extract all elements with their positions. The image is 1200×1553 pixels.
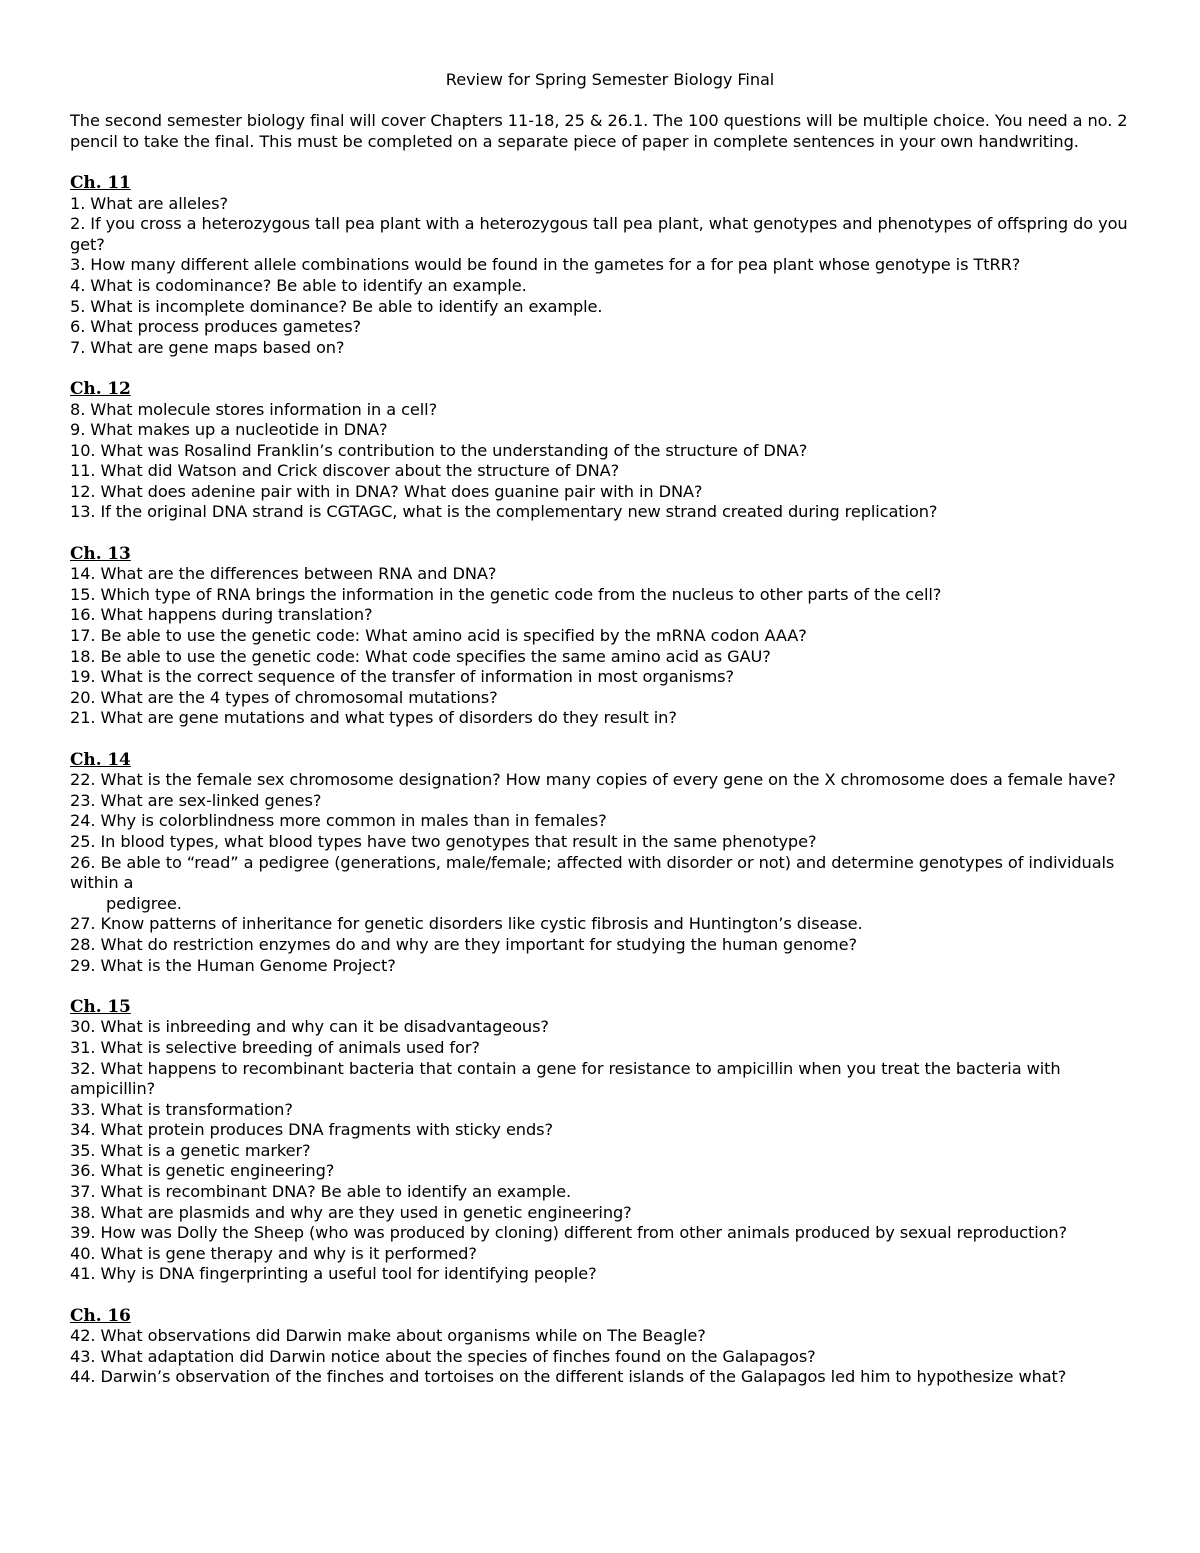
question: 36. What is genetic engineering? (70, 1161, 335, 1181)
question: 27. Know patterns of inheritance for genetic disorders like cystic fibrosis and Huntington’s disease. (70, 914, 863, 934)
question: 3. How many different allele combinations would be found in the gametes for a for pea plant whose genotype is TtRR? (70, 255, 1021, 275)
question: 14. What are the differences between RNA and DNA? (70, 564, 497, 584)
question: 15. Which type of RNA brings the information in the genetic code from the nucleus to other parts of the cell? (70, 584, 942, 604)
question: 19. What is the correct sequence of the transfer of information in most organisms? (70, 667, 734, 687)
chapter-12 (70, 379, 1150, 523)
question: 41. Why is DNA fingerprinting a useful tool for identifying people? (70, 1264, 597, 1284)
question: 30. What is inbreeding and why can it be disadvantageous? (70, 1017, 549, 1037)
chapter-heading: Ch. 14 (70, 749, 131, 770)
chapter-15 (70, 997, 1150, 1285)
page-title: Review for Spring Semester Biology Final (445, 70, 775, 89)
question: 17. Be able to use the genetic code: What amino acid is specified by the mRNA codon AAA? (70, 626, 807, 646)
question: 1. What are alleles? (70, 193, 228, 213)
question: 10. What was Rosalind Franklin’s contribution to the understanding of the structure of DNA? (70, 440, 808, 460)
question: 20. What are the 4 types of chromosomal mutations? (70, 687, 498, 707)
question: 26. Be able to “read” a pedigree (generations, male/female; affected with disorder or not) and determine genotypes of individuals within a (70, 852, 1115, 893)
question: 32. What happens to recombinant bacteria that contain a gene for resistance to ampicillin when you treat the bacteria with ampicillin? (70, 1058, 1061, 1099)
question: 13. If the original DNA strand is CGTAGC, what is the complementary new strand created during replication? (70, 502, 938, 522)
question: 40. What is gene therapy and why is it performed? (70, 1243, 477, 1263)
question: 34. What protein produces DNA fragments with sticky ends? (70, 1120, 553, 1140)
question: 16. What happens during translation? (70, 605, 373, 625)
question: 38. What are plasmids and why are they used in genetic engineering? (70, 1202, 632, 1222)
question: 43. What adaptation did Darwin notice about the species of finches found on the Galapagos? (70, 1346, 816, 1366)
chapter-16 (70, 1306, 1150, 1388)
question: 42. What observations did Darwin make about organisms while on The Beagle? (70, 1326, 706, 1346)
intro-paragraph: The second semester biology final will cover Chapters 11-18, 25 & 26.1. The 100 questions will be multiple choice. You need a no. 2 pencil to take the final. This must be completed on a separate piece of paper in complete sentences in your own handwriting. (70, 111, 1128, 151)
question: 29. What is the Human Genome Project? (70, 955, 396, 975)
question: 2. If you cross a heterozygous tall pea plant with a heterozygous tall pea plant, what genotypes and phenotypes of offspring do you get? (70, 214, 1128, 254)
question: 7. What are gene maps based on? (70, 337, 345, 357)
question: 22. What is the female sex chromosome designation? How many copies of every gene on the X chromosome does a female have? (70, 770, 1116, 790)
question: 33. What is transformation? (70, 1099, 293, 1119)
question: 18. Be able to use the genetic code: What code specifies the same amino acid as GAU? (70, 646, 771, 666)
question: 6. What process produces gametes? (70, 317, 362, 337)
question: 24. Why is colorblindness more common in males than in females? (70, 811, 607, 831)
question: 4. What is codominance? Be able to identify an example. (70, 275, 527, 295)
question: 39. How was Dolly the Sheep (who was produced by cloning) different from other animals produced by sexual reproduction? (70, 1223, 1068, 1243)
document-page (70, 70, 1150, 1388)
question: 37. What is recombinant DNA? Be able to identify an example. (70, 1182, 572, 1202)
question: 35. What is a genetic marker? (70, 1140, 311, 1160)
question: 31. What is selective breeding of animals used for? (70, 1037, 480, 1057)
question: 21. What are gene mutations and what types of disorders do they result in? (70, 708, 677, 728)
question: 44. Darwin’s observation of the finches and tortoises on the different islands of the Galapagos led him to hypothesize what? (70, 1367, 1067, 1387)
question: 28. What do restriction enzymes do and why are they important for studying the human genome? (70, 934, 857, 954)
question: 9. What makes up a nucleotide in DNA? (70, 420, 388, 440)
question: 11. What did Watson and Crick discover about the structure of DNA? (70, 461, 620, 481)
question: 8. What molecule stores information in a cell? (70, 399, 438, 419)
question-continuation: pedigree. (106, 893, 182, 913)
chapter-heading: Ch. 13 (70, 543, 131, 564)
chapter-heading: Ch. 16 (70, 1305, 131, 1326)
chapter-14 (70, 750, 1150, 977)
question: 12. What does adenine pair with in DNA? What does guanine pair with in DNA? (70, 481, 703, 501)
question: 5. What is incomplete dominance? Be able to identify an example. (70, 296, 603, 316)
chapter-heading: Ch. 15 (70, 996, 131, 1017)
chapter-11 (70, 173, 1150, 358)
question: 25. In blood types, what blood types have two genotypes that result in the same phenotype? (70, 831, 817, 851)
chapter-13 (70, 544, 1150, 729)
chapter-heading: Ch. 11 (70, 172, 131, 193)
question: 23. What are sex-linked genes? (70, 790, 322, 810)
chapter-heading: Ch. 12 (70, 378, 131, 399)
